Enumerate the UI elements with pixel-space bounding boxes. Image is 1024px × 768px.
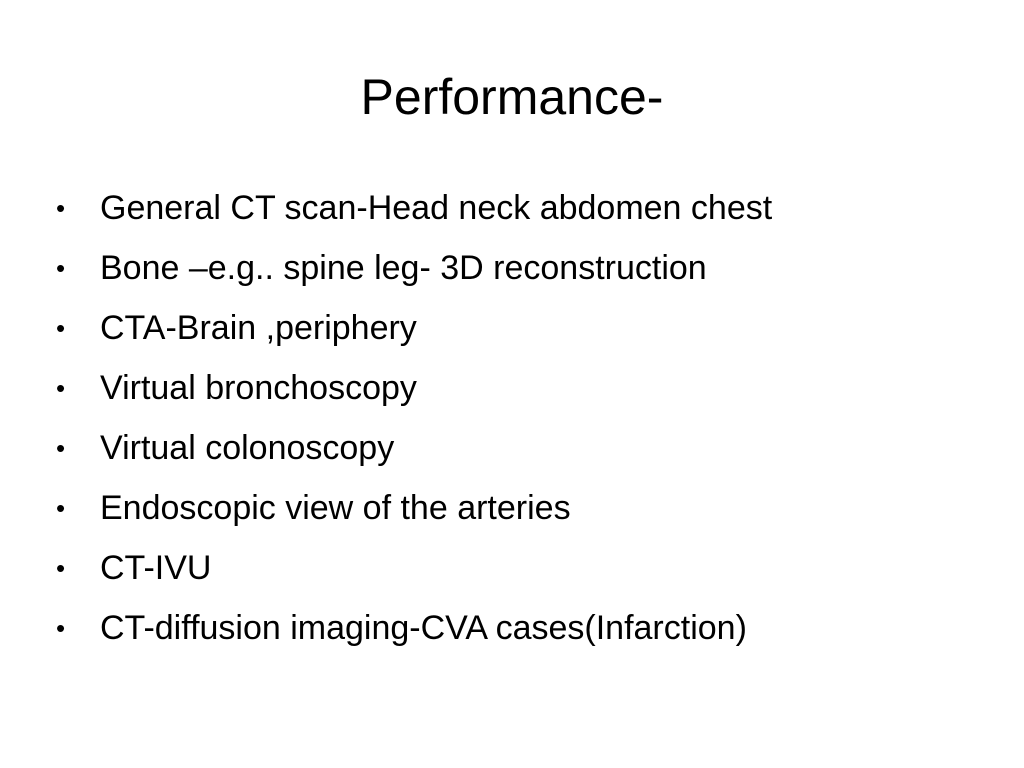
bullet-text: Virtual bronchoscopy (100, 369, 417, 407)
bullet-icon: • (56, 193, 66, 223)
bullet-text: CTA-Brain ,periphery (100, 309, 417, 347)
list-item (56, 540, 976, 600)
bullet-text: CT-IVU (100, 549, 212, 587)
bullet-text: General CT scan-Head neck abdomen chest (100, 189, 773, 227)
list-item (56, 600, 976, 660)
slide-title: Performance- (360, 69, 664, 125)
list-item (56, 420, 976, 480)
bullet-icon: • (56, 553, 66, 583)
bullet-text: CT-diffusion imaging-CVA cases(Infarction) (100, 609, 747, 647)
bullet-icon: • (56, 253, 66, 283)
list-item (56, 240, 976, 300)
list-item (56, 480, 976, 540)
bullet-icon: • (56, 313, 66, 343)
bullet-icon: • (56, 433, 66, 463)
bullet-text: Endoscopic view of the arteries (100, 489, 571, 527)
bullet-icon: • (56, 373, 66, 403)
bullet-list (56, 180, 976, 660)
bullet-text: Virtual colonoscopy (100, 429, 395, 467)
list-item (56, 300, 976, 360)
bullet-icon: • (56, 613, 66, 643)
bullet-text: Bone –e.g.. spine leg- 3D reconstruction (100, 249, 707, 287)
bullet-icon: • (56, 493, 66, 523)
list-item (56, 360, 976, 420)
list-item (56, 180, 976, 240)
